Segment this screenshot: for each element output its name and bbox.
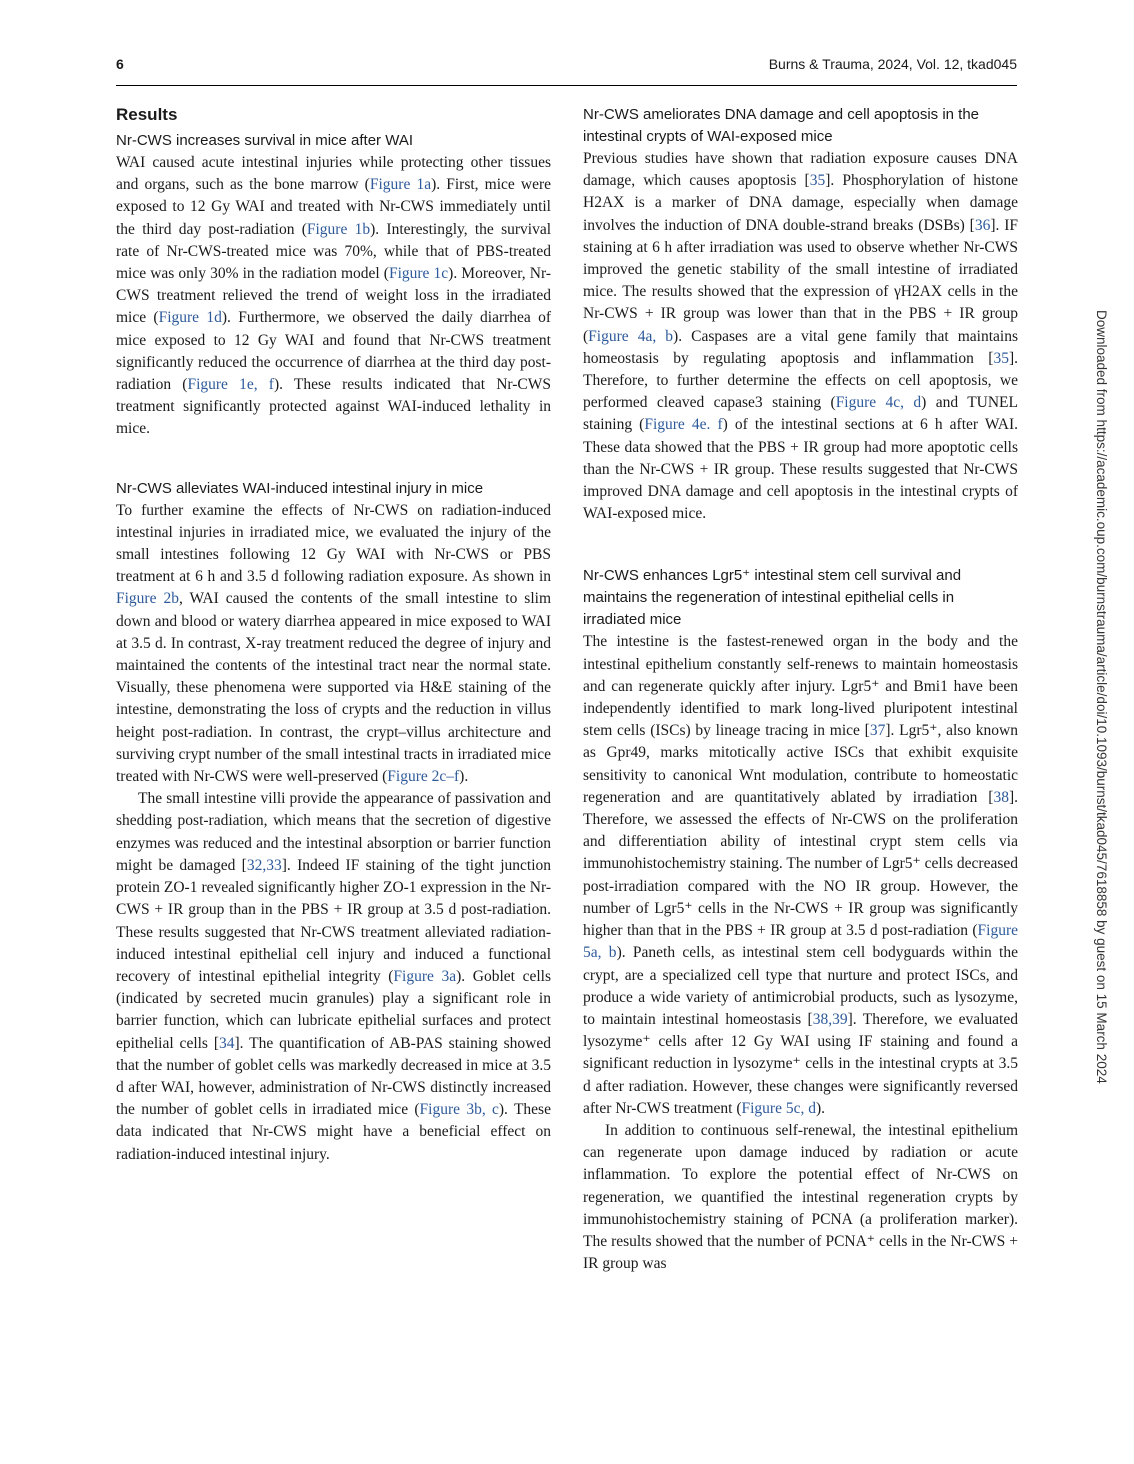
figure-link[interactable]: Figure 2b <box>116 590 179 608</box>
citation-link[interactable]: 38 <box>993 788 1009 806</box>
figure-link[interactable]: Figure 2c–f <box>387 768 460 786</box>
figure-link[interactable]: Figure 4c, d <box>835 394 922 412</box>
figure-link[interactable]: Figure 5c, d <box>741 1099 816 1117</box>
download-watermark: Downloaded from https://academic.oup.com/burnstrauma/article/doi/10.1093/burnst/tkad045/7618858 by guest on 15 March 2024 <box>1094 310 1109 1084</box>
figure-link[interactable]: Figure 1c <box>388 265 449 283</box>
left-column <box>116 104 551 1166</box>
citation-link[interactable]: 38,39 <box>812 1010 848 1028</box>
page-number: 6 <box>116 56 124 72</box>
figure-link[interactable]: Figure 3b, c <box>419 1101 499 1119</box>
citation-link[interactable]: 35 <box>809 172 826 190</box>
figure-link[interactable]: Figure 4e. f <box>644 416 723 434</box>
subheading-intestinal-injury: Nr-CWS alleviates WAI-induced intestinal injury in mice <box>116 479 484 497</box>
citation-link[interactable]: 34 <box>219 1034 235 1052</box>
header-rule <box>116 85 1017 86</box>
figure-link[interactable]: Figure 5a, b <box>583 922 1018 962</box>
paragraph-dna-damage: Previous studies have shown that radiation exposure causes DNA damage, which causes apoptosis [35]. Phosphorylation of histone H2AX is a marker of DNA damage, especially when damage involves the induction of DNA double-strand breaks (DSBs) [36]. IF staining at 6 h after irradiation was used to observe whether Nr-CWS improved the genetic stability of the small intestine of irradiated mice. The results showed that the expression of γH2AX cells in the Nr-CWS + IR group was lower than that in the PBS + IR group (Figure 4a, b). Caspases are a vital gene family that maintains homeostasis by regulating apoptosis and inflammation [35]. Therefore, to further determine the effects on cell apoptosis, we performed cleaved capase3 staining (Figure 4c, d) and TUNEL staining (Figure 4e. f) of the intestinal sections at 6 h after WAI. These data showed that the PBS + IR group had more apoptotic cells than the Nr-CWS + IR group. These results suggested that Nr-CWS improved DNA damage and cell apoptosis in the intestinal crypts of WAI-exposed mice. <box>583 150 1018 523</box>
paragraph-barrier-function: The small intestine villi provide the appearance of passivation and shedding post-radiation, which means that the secretion of digestive enzymes was reduced and the intestinal absorption or barrier function might be damaged [32,33]. Indeed IF staining of the tight junction protein ZO-1 revealed significantly higher ZO-1 expression in the Nr-CWS + IR group than in the PBS + IR group at 3.5 d post-radiation. These results suggested that Nr-CWS treatment alleviated radiation-induced intestinal epithelial cell injury and induced a functional recovery of intestinal epithelial integrity (Figure 3a). Goblet cells (indicated by secreted mucin granules) play a significant role in barrier function, which can lubricate epithelial surfaces and protect epithelial cells [34]. The quantification of AB-PAS staining showed that the number of goblet cells was markedly decreased in mice at 3.5 d after WAI, however, administration of Nr-CWS distinctly increased the number of goblet cells in irradiated mice (Figure 3b, c). These data indicated that Nr-CWS might have a beneficial effect on radiation-induced intestinal injury. <box>116 790 552 1163</box>
figure-link[interactable]: Figure 1b <box>306 220 371 238</box>
subheading-dna-damage: Nr-CWS ameliorates DNA damage and cell apoptosis in the intestinal crypts of WAI-exposed mice <box>583 106 980 145</box>
paragraph-survival: WAI caused acute intestinal injuries while protecting other tissues and organs, such as the bone marrow (Figure 1a). First, mice were exposed to 12 Gy WAI and treated with Nr-CWS immediately until the third day post-radiation (Figure 1b). Interestingly, the survival rate of Nr-CWS-treated mice was 70%, while that of PBS-treated mice was only 30% in the radiation model (Figure 1c). Moreover, Nr-CWS treatment relieved the trend of weight loss in the irradiated mice (Figure 1d). Furthermore, we observed the daily diarrhea of mice exposed to 12 Gy WAI and found that Nr-CWS treatment significantly reduced the occurrence of diarrhea at the third day post-radiation (Figure 1e, f). These results indicated that Nr-CWS treatment significantly protected against WAI-induced lethality in mice. <box>116 154 552 438</box>
citation-link[interactable]: 37 <box>869 722 886 740</box>
figure-link[interactable]: Figure 1a <box>369 176 432 194</box>
citation-link[interactable]: 36 <box>974 216 991 234</box>
figure-link[interactable]: Figure 4a, b <box>588 327 674 345</box>
section-title-results: Results <box>116 105 178 124</box>
paragraph-intestinal-injury: To further examine the effects of Nr-CWS on radiation-induced intestinal injuries in irradiated mice, we evaluated the injury of the small intestines following 12 Gy WAI with Nr-CWS or PBS treatment at 6 h and 3.5 d following radiation exposure. As shown in Figure 2b, WAI caused the contents of the small intestine to slim down and blood or watery diarrhea appeared in mice exposed to WAI at 3.5 d. In contrast, X-ray treatment reduced the degree of injury and maintained the contents of the intestinal tract near the normal state. Visually, these phenomena were supported via H&E staining of the intestine, demonstrating the loss of crypts and the reduction in villus height post-radiation. In contrast, the crypt–villus architecture and surviving crypt number of the small intestinal tracts in irradiated mice treated with Nr-CWS were well-preserved (Figure 2c–f). <box>116 501 552 786</box>
figure-link[interactable]: Figure 1d <box>158 309 222 327</box>
citation-link[interactable]: 32,33 <box>246 856 282 874</box>
paragraph-regeneration: In addition to continuous self-renewal, the intestinal epithelium can regenerate upon damage induced by radiation or acute inflammation. To explore the potential effect of Nr-CWS on regeneration, we quantified the intestinal regeneration crypts by immunohistochemistry staining of PCNA (a proliferation marker). The results showed that the number of PCNA⁺ cells in the Nr-CWS + IR group was <box>583 1121 1018 1273</box>
figure-link[interactable]: Figure 1e, f <box>187 376 274 394</box>
right-column <box>583 104 1018 1275</box>
figure-link[interactable]: Figure 3a <box>393 967 457 985</box>
subheading-stem-cells: Nr-CWS enhances Lgr5⁺ intestinal stem cell survival and maintains the regeneration of intestinal epithelial cells in irradiated mice <box>583 567 962 629</box>
journal-header: Burns & Trauma, 2024, Vol. 12, tkad045 <box>768 56 1017 72</box>
subheading-survival: Nr-CWS increases survival in mice after WAI <box>116 132 413 149</box>
paragraph-stem-cells: The intestine is the fastest-renewed organ in the body and the intestinal epithelium constantly self-renews to maintain homeostasis and can regenerate quickly after injury. Lgr5⁺ and Bmi1 have been independently identified to mark long-lived pluripotent intestinal stem cells (ISCs) by lineage tracing in mice [37]. Lgr5⁺, also known as Gpr49, marks mitotically active ISCs that exhibit exquisite sensitivity to canonical Wnt modulation, contribute to homeostatic regeneration and are quantitatively ablated by irradiation [38]. Therefore, we assessed the effects of Nr-CWS on the proliferation and differentiation ability of intestinal crypt stem cells via immunohistochemistry staining. The number of Lgr5⁺ cells decreased post-irradiation compared with the NO IR group. However, the number of Lgr5⁺ cells in the Nr-CWS + IR group was significantly higher than that in the PBS + IR group at 3.5 d post-radiation (Figure 5a, b). Paneth cells, as intestinal stem cell bodyguards within the crypt, are a specialized cell type that nurture and protect ISCs, and produce a wide variety of antimicrobial products, such as lysozyme, to maintain intestinal homeostasis [38,39]. Therefore, we evaluated lysozyme⁺ cells after 12 Gy WAI using IF staining and found a significant reduction in lysozyme⁺ cells in the intestinal crypts at 3.5 d after radiation. However, these changes were significantly reversed after Nr-CWS treatment (Figure 5c, d). <box>583 633 1018 1117</box>
citation-link[interactable]: 35 <box>993 349 1009 367</box>
